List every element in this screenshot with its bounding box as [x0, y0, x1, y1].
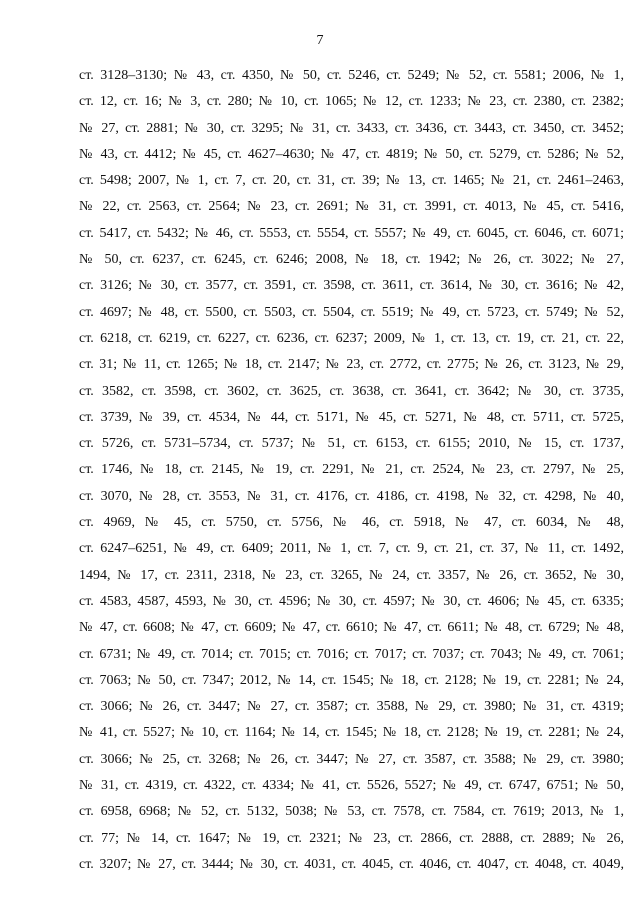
text-line: ст. 3582, ст. 3598, ст. 3602, ст. 3625, ст. 3638, ст. 3641, ст. 3642; № 30, ст. 3735,: [79, 383, 624, 399]
text-line: ст. 12, ст. 16; № 3, ст. 280; № 10, ст. 1065; № 12, ст. 1233; № 23, ст. 2380, ст. 2382;: [79, 94, 624, 110]
text-line: ст. 4583, 4587, 4593, № 30, ст. 4596; № 30, ст. 4597; № 30, ст. 4606; № 45, ст. 6335;: [79, 593, 624, 609]
text-line: ст. 4697; № 48, ст. 5500, ст. 5503, ст. 5504, ст. 5519; № 49, ст. 5723, ст. 5749; № 52,: [79, 304, 624, 320]
text-line: ст. 31; № 11, ст. 1265; № 18, ст. 2147; № 23, ст. 2772, ст. 2775; № 26, ст. 3123, № 29,: [79, 357, 624, 373]
text-line: № 50, ст. 6237, ст. 6245, ст. 6246; 2008, № 18, ст. 1942; № 26, ст. 3022; № 27,: [79, 252, 624, 268]
text-line: ст. 3126; № 30, ст. 3577, ст. 3591, ст. 3598, ст. 3611, ст. 3614, № 30, ст. 3616; № 42,: [79, 278, 624, 294]
text-line: ст. 5498; 2007, № 1, ст. 7, ст. 20, ст. 31, ст. 39; № 13, ст. 1465; № 21, ст. 2461–2463,: [79, 173, 624, 189]
text-line: № 27, ст. 2881; № 30, ст. 3295; № 31, ст. 3433, ст. 3436, ст. 3443, ст. 3450, ст. 3452;: [79, 120, 624, 136]
text-line: ст. 4969, № 45, ст. 5750, ст. 5756, № 46, ст. 5918, № 47, ст. 6034, № 48,: [79, 515, 624, 531]
text-line: № 43, ст. 4412; № 45, ст. 4627–4630; № 47, ст. 4819; № 50, ст. 5279, ст. 5286; № 52,: [79, 146, 624, 162]
text-line: № 47, ст. 6608; № 47, ст. 6609; № 47, ст. 6610; № 47, ст. 6611; № 48, ст. 6729; № 48,: [79, 620, 624, 636]
text-line: № 22, ст. 2563, ст. 2564; № 23, ст. 2691; № 31, ст. 3991, ст. 4013, № 45, ст. 5416,: [79, 199, 624, 215]
text-line: ст. 3128–3130; № 43, ст. 4350, № 50, ст. 5246, ст. 5249; № 52, ст. 5581; 2006, № 1,: [79, 68, 624, 83]
text-line: № 31, ст. 4319, ст. 4322, ст. 4334; № 41, ст. 5526, 5527; № 49, ст. 6747, 6751; № 50,: [79, 778, 624, 794]
text-line: ст. 77; № 14, ст. 1647; № 19, ст. 2321; № 23, ст. 2866, ст. 2888, ст. 2889; № 26,: [79, 830, 624, 846]
text-line: ст. 3739, № 39, ст. 4534, № 44, ст. 5171, № 45, ст. 5271, № 48, ст. 5711, ст. 5725,: [79, 409, 624, 425]
text-line: ст. 3070, № 28, ст. 3553, № 31, ст. 4176, ст. 4186, ст. 4198, № 32, ст. 4298, № 40,: [79, 488, 624, 504]
text-line: ст. 6218, ст. 6219, ст. 6227, ст. 6236, ст. 6237; 2009, № 1, ст. 13, ст. 19, ст. 21, ст. 22,: [79, 330, 624, 346]
text-line: ст. 6731; № 49, ст. 7014; ст. 7015; ст. 7016; ст. 7017; ст. 7037; ст. 7043; № 49, ст. 7061;: [79, 646, 624, 662]
text-line: ст. 5726, ст. 5731–5734, ст. 5737; № 51, ст. 6153, ст. 6155; 2010, № 15, ст. 1737,: [79, 436, 624, 452]
text-line: ст. 6247–6251, № 49, ст. 6409; 2011, № 1, ст. 7, ст. 9, ст. 21, ст. 37, № 11, ст. 1492,: [79, 541, 624, 557]
text-line: ст. 1746, № 18, ст. 2145, № 19, ст. 2291, № 21, ст. 2524, № 23, ст. 2797, № 25,: [79, 462, 624, 478]
text-line: ст. 3207; № 27, ст. 3444; № 30, ст. 4031, ст. 4045, ст. 4046, ст. 4047, ст. 4048, ст. 4049,: [79, 856, 624, 872]
body-text: [79, 63, 624, 878]
text-line: ст. 5417, ст. 5432; № 46, ст. 5553, ст. 5554, ст. 5557; № 49, ст. 6045, ст. 6046, ст. 6071;: [79, 225, 624, 241]
text-line: 1494, № 17, ст. 2311, 2318, № 23, ст. 3265, № 24, ст. 3357, № 26, ст. 3652, № 30,: [79, 567, 624, 583]
text-line: ст. 3066; № 25, ст. 3268; № 26, ст. 3447; № 27, ст. 3587, ст. 3588; № 29, ст. 3980;: [79, 751, 624, 767]
text-line: ст. 6958, 6968; № 52, ст. 5132, 5038; № 53, ст. 7578, ст. 7584, ст. 7619; 2013, № 1,: [79, 804, 624, 820]
text-line: № 41, ст. 5527; № 10, ст. 1164; № 14, ст. 1545; № 18, ст. 2128; № 19, ст. 2281; № 24,: [79, 725, 624, 741]
text-line: ст. 3066; № 26, ст. 3447; № 27, ст. 3587; ст. 3588, № 29, ст. 3980; № 31, ст. 4319;: [79, 699, 624, 715]
page-number: 7: [316, 33, 324, 48]
text-line: ст. 7063; № 50, ст. 7347; 2012, № 14, ст. 1545; № 18, ст. 2128; № 19, ст. 2281; № 24,: [79, 672, 624, 688]
